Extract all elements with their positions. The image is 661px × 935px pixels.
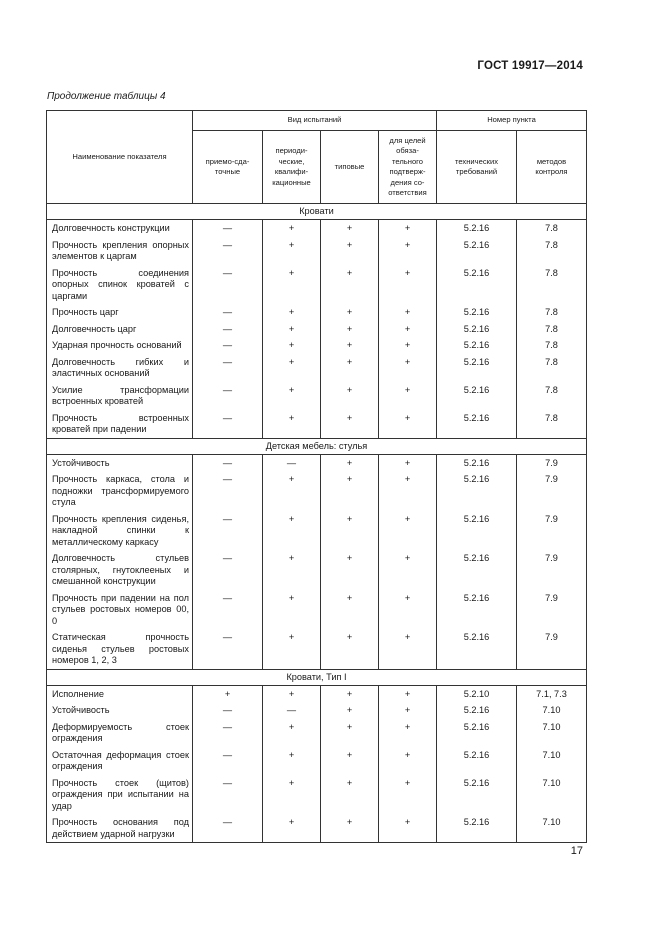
method-clause-cell: 7.8 [517,354,587,382]
table-row [47,454,587,471]
periodic-cell: — [263,454,321,471]
acceptance-cell: — [193,511,263,551]
conformity-cell: + [379,590,437,630]
type-test-cell: + [321,511,379,551]
method-clause-cell: 7.8 [517,321,587,338]
technical-clause-cell: 5.2.16 [437,629,517,669]
page-number: 17 [570,845,583,857]
type-test-cell: + [321,629,379,669]
indicator-name-cell: Долговечность гибких и эластичных оснований [47,354,193,382]
periodic-cell: + [263,220,321,237]
table-row [47,702,587,719]
conformity-cell: + [379,265,437,305]
table-row [47,321,587,338]
section-header-row [47,204,587,220]
indicator-name-cell: Прочность крепления опорных элементов к царгам [47,237,193,265]
periodic-cell: + [263,511,321,551]
conformity-cell: + [379,719,437,747]
method-clause-cell: 7.9 [517,590,587,630]
section-title: Кровати [47,204,587,220]
conformity-cell: + [379,702,437,719]
conformity-cell: + [379,321,437,338]
technical-clause-cell: 5.2.16 [437,410,517,439]
technical-clause-cell: 5.2.16 [437,775,517,815]
technical-clause-cell: 5.2.16 [437,747,517,775]
table-row [47,719,587,747]
table-row [47,685,587,702]
table-row [47,304,587,321]
conformity-cell: + [379,237,437,265]
method-clause-cell: 7.9 [517,511,587,551]
method-clause-cell: 7.9 [517,454,587,471]
acceptance-cell: — [193,321,263,338]
type-test-cell: + [321,220,379,237]
method-clause-cell: 7.8 [517,304,587,321]
method-clause-cell: 7.10 [517,747,587,775]
periodic-cell: + [263,354,321,382]
type-test-cell: + [321,590,379,630]
type-test-cell: + [321,747,379,775]
method-clause-cell: 7.8 [517,265,587,305]
indicator-name-cell: Долговечность стульев столярных, гнутоклееных и смешанной конструкции [47,550,193,590]
periodic-cell: + [263,321,321,338]
indicator-name-cell: Устойчивость [47,454,193,471]
acceptance-cell: — [193,304,263,321]
method-clause-cell: 7.9 [517,471,587,511]
section-header-row [47,669,587,685]
section-title: Детская мебель: стулья [47,438,587,454]
periodic-cell: + [263,747,321,775]
type-test-cell: + [321,237,379,265]
conformity-cell: + [379,814,437,843]
indicator-name-cell: Прочность соединения опорных спинок кроватей с царгами [47,265,193,305]
technical-clause-cell: 5.2.16 [437,471,517,511]
type-test-cell: + [321,337,379,354]
method-clause-cell: 7.9 [517,550,587,590]
periodic-cell: + [263,471,321,511]
table-row [47,237,587,265]
technical-clause-cell: 5.2.16 [437,719,517,747]
technical-clause-cell: 5.2.16 [437,590,517,630]
periodic-cell: + [263,304,321,321]
technical-clause-cell: 5.2.16 [437,265,517,305]
indicator-name-cell: Прочность стоек (щитов) ограждения при испытании на удар [47,775,193,815]
indicator-name-cell: Долговечность конструкции [47,220,193,237]
method-clause-cell: 7.10 [517,775,587,815]
indicator-name-cell: Деформируемость стоек ограждения [47,719,193,747]
acceptance-cell: — [193,550,263,590]
indicator-name-cell: Ударная прочность оснований [47,337,193,354]
acceptance-cell: — [193,629,263,669]
conformity-cell: + [379,550,437,590]
type-test-cell: + [321,354,379,382]
method-clause-cell: 7.8 [517,382,587,410]
table-row [47,550,587,590]
method-clause-cell: 7.8 [517,220,587,237]
method-clause-cell: 7.8 [517,237,587,265]
type-test-cell: + [321,382,379,410]
method-clause-cell: 7.9 [517,629,587,669]
technical-clause-cell: 5.2.16 [437,454,517,471]
type-test-cell: + [321,719,379,747]
header-type-tests: типовые [321,131,379,204]
table-row [47,471,587,511]
conformity-cell: + [379,382,437,410]
indicator-name-cell: Статическая прочность сиденья стульев ростовых номеров 1, 2, 3 [47,629,193,669]
acceptance-cell: — [193,237,263,265]
acceptance-cell: — [193,337,263,354]
indicators-table [46,110,587,843]
table-caption: Продолжение таблицы 4 [47,91,166,102]
method-clause-cell: 7.10 [517,814,587,843]
acceptance-cell: — [193,747,263,775]
indicator-name-cell: Исполнение [47,685,193,702]
conformity-cell: + [379,410,437,439]
conformity-cell: + [379,354,437,382]
periodic-cell: + [263,685,321,702]
periodic-cell: + [263,775,321,815]
conformity-cell: + [379,337,437,354]
conformity-cell: + [379,304,437,321]
acceptance-cell: — [193,471,263,511]
acceptance-cell: — [193,814,263,843]
acceptance-cell: — [193,454,263,471]
type-test-cell: + [321,814,379,843]
periodic-cell: + [263,550,321,590]
technical-clause-cell: 5.2.16 [437,337,517,354]
type-test-cell: + [321,410,379,439]
periodic-cell: + [263,237,321,265]
technical-clause-cell: 5.2.16 [437,550,517,590]
periodic-cell: + [263,814,321,843]
periodic-cell: + [263,629,321,669]
acceptance-cell: — [193,220,263,237]
indicator-name-cell: Прочность основания под действием ударной нагрузки [47,814,193,843]
acceptance-cell: — [193,702,263,719]
table-row [47,354,587,382]
conformity-cell: + [379,685,437,702]
section-header-row [47,438,587,454]
table-row [47,747,587,775]
periodic-cell: + [263,719,321,747]
acceptance-cell: + [193,685,263,702]
acceptance-cell: — [193,410,263,439]
type-test-cell: + [321,471,379,511]
indicator-name-cell: Прочность встроенных кроватей при падении [47,410,193,439]
conformity-cell: + [379,629,437,669]
acceptance-cell: — [193,775,263,815]
table-row [47,265,587,305]
indicator-name-cell: Устойчивость [47,702,193,719]
acceptance-cell: — [193,354,263,382]
type-test-cell: + [321,265,379,305]
conformity-cell: + [379,775,437,815]
indicator-name-cell: Долговечность царг [47,321,193,338]
indicator-name-cell: Прочность каркаса, стола и подножки трансформируемого стула [47,471,193,511]
acceptance-cell: — [193,265,263,305]
technical-clause-cell: 5.2.16 [437,814,517,843]
type-test-cell: + [321,454,379,471]
type-test-cell: + [321,685,379,702]
table-row [47,775,587,815]
table-row [47,337,587,354]
header-test-types: Вид испытаний [193,111,437,131]
technical-clause-cell: 5.2.16 [437,321,517,338]
table-row [47,590,587,630]
method-clause-cell: 7.1, 7.3 [517,685,587,702]
table-row [47,814,587,843]
header-acceptance: приемо-сда- точные [193,131,263,204]
technical-clause-cell: 5.2.16 [437,220,517,237]
header-technical-requirements: технических требований [437,131,517,204]
technical-clause-cell: 5.2.16 [437,511,517,551]
header-indicator-name: Наименование показателя [47,111,193,204]
table-row [47,629,587,669]
conformity-cell: + [379,454,437,471]
acceptance-cell: — [193,719,263,747]
technical-clause-cell: 5.2.16 [437,354,517,382]
table-row [47,410,587,439]
periodic-cell: + [263,265,321,305]
periodic-cell: + [263,337,321,354]
conformity-cell: + [379,511,437,551]
document-standard-number: ГОСТ 19917—2014 [477,60,583,72]
method-clause-cell: 7.10 [517,719,587,747]
table-row [47,511,587,551]
table-row [47,382,587,410]
technical-clause-cell: 5.2.16 [437,702,517,719]
section-title: Кровати, Тип I [47,669,587,685]
type-test-cell: + [321,321,379,338]
indicator-name-cell: Прочность царг [47,304,193,321]
conformity-cell: + [379,747,437,775]
type-test-cell: + [321,550,379,590]
technical-clause-cell: 5.2.16 [437,237,517,265]
indicator-name-cell: Усилие трансформации встроенных кроватей [47,382,193,410]
indicator-name-cell: Остаточная деформация стоек ограждения [47,747,193,775]
method-clause-cell: 7.10 [517,702,587,719]
method-clause-cell: 7.8 [517,337,587,354]
header-periodic: периоди- ческие, квалифи- кационные [263,131,321,204]
table-row [47,220,587,237]
periodic-cell: + [263,382,321,410]
header-control-methods: методов контроля [517,131,587,204]
technical-clause-cell: 5.2.16 [437,382,517,410]
method-clause-cell: 7.8 [517,410,587,439]
technical-clause-cell: 5.2.16 [437,304,517,321]
periodic-cell: + [263,590,321,630]
type-test-cell: + [321,304,379,321]
type-test-cell: + [321,702,379,719]
periodic-cell: + [263,410,321,439]
indicator-name-cell: Прочность при падении на пол стульев ростовых номеров 00, 0 [47,590,193,630]
type-test-cell: + [321,775,379,815]
acceptance-cell: — [193,590,263,630]
indicator-name-cell: Прочность крепления сиденья, накладной спинки к металлическому каркасу [47,511,193,551]
header-conformity: для целей обяза- тельного подтверж- дения со- ответствия [379,131,437,204]
header-clause-number: Номер пункта [437,111,587,131]
technical-clause-cell: 5.2.10 [437,685,517,702]
conformity-cell: + [379,471,437,511]
acceptance-cell: — [193,382,263,410]
conformity-cell: + [379,220,437,237]
periodic-cell: — [263,702,321,719]
